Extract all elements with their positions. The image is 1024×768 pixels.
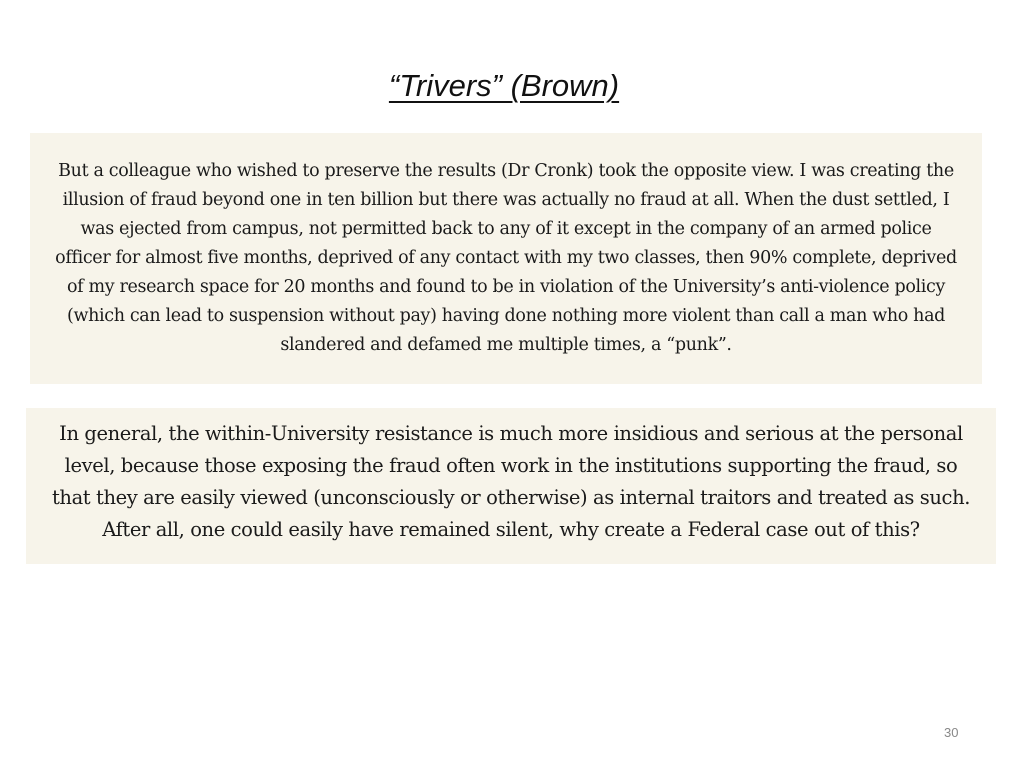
quote-image-2 <box>26 408 996 564</box>
slide-title-text: “Trivers” (Brown) <box>388 68 620 103</box>
page-number: 30 <box>944 725 959 740</box>
slide-title <box>0 66 1008 106</box>
quote-text-1: But a colleague who wished to preserve the results (Dr Cronk) took the opposite view. I was creating the illusion of fraud beyond one in ten billion but there was actually no fraud at all. When the dust settled, I was ejected from campus, not permitted back to any of it except in the company of an armed police officer for almost five months, deprived of any contact with my two classes, then 90% complete, deprived of my research space for 20 months and found to be in violation of the University’s anti-violence policy (which can lead to suspension without pay) having done nothing more violent than call a man who had slandered and defamed me multiple times, a “punk”. <box>55 161 957 355</box>
quote-text-2: In general, the within-University resistance is much more insidious and serious at the personal level, because those exposing the fraud often work in the institutions supporting the fraud, so that they are easily viewed (unconsciously or otherwise) as internal traitors and treated as such. After all, one could easily have remained silent, why create a Federal case out of this? <box>51 422 971 541</box>
quote-image-1 <box>30 133 982 384</box>
